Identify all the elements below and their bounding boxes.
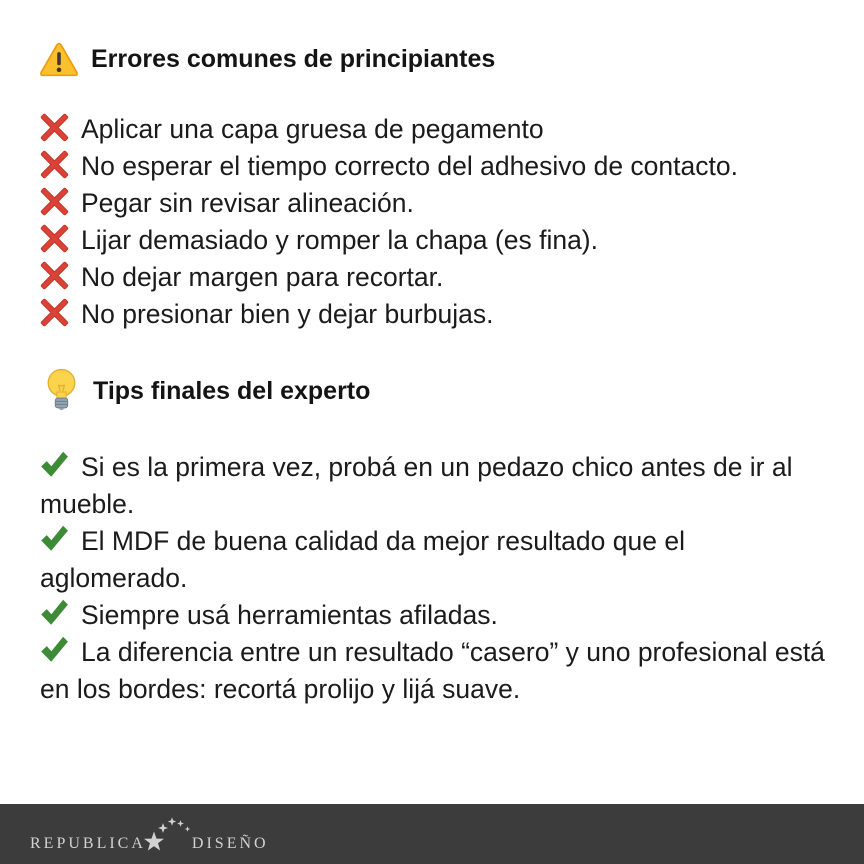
errors-section-heading [40, 40, 826, 78]
error-item-text: No esperar el tiempo correcto del adhesivo de contacto. [81, 151, 738, 181]
tip-item [40, 597, 826, 634]
cross-mark-icon [40, 113, 69, 142]
cross-mark-icon [40, 224, 69, 253]
warning-triangle-icon [40, 42, 78, 77]
light-bulb-icon [46, 368, 77, 413]
errors-section-title: Errores comunes de principiantes [91, 45, 496, 73]
brand-logo [30, 815, 269, 854]
footer-bar [0, 804, 864, 864]
error-item [40, 185, 826, 222]
check-mark-icon [40, 599, 69, 626]
tips-list [40, 449, 826, 708]
check-mark-icon [40, 636, 69, 663]
tips-section-title: Tips finales del experto [93, 376, 371, 405]
error-item-text: Pegar sin revisar alineación. [81, 188, 414, 218]
error-item [40, 296, 826, 333]
error-item [40, 111, 826, 148]
tip-item-text: Si es la primera vez, probá en un pedazo chico antes de ir al mueble. [40, 452, 793, 519]
error-item [40, 222, 826, 259]
check-mark-icon [40, 525, 69, 552]
error-item-text: Lijar demasiado y romper la chapa (es fina). [81, 225, 598, 255]
cross-mark-icon [40, 187, 69, 216]
tips-section-heading [40, 368, 826, 413]
tip-item-text: La diferencia entre un resultado “casero” y uno profesional está en los bordes: recortá prolijo y lijá suave. [40, 637, 825, 704]
tip-item-text: El MDF de buena calidad da mejor resultado que el aglomerado. [40, 526, 685, 593]
error-item-text: No presionar bien y dejar burbujas. [81, 299, 494, 329]
stars-icon [142, 815, 192, 853]
error-item-text: Aplicar una capa gruesa de pegamento [81, 114, 544, 144]
check-mark-icon [40, 451, 69, 478]
cross-mark-icon [40, 150, 69, 179]
brand-name-republica: REPUBLICA [30, 834, 146, 852]
brand-name-diseno: DISEÑO [191, 834, 269, 852]
errors-list [40, 111, 826, 333]
tip-item [40, 523, 826, 597]
tip-item-text: Siempre usá herramientas afiladas. [81, 600, 498, 630]
error-item [40, 259, 826, 296]
tip-item [40, 634, 826, 708]
tip-item [40, 449, 826, 523]
cross-mark-icon [40, 298, 69, 327]
cross-mark-icon [40, 261, 69, 290]
error-item [40, 148, 826, 185]
error-item-text: No dejar margen para recortar. [81, 262, 444, 292]
